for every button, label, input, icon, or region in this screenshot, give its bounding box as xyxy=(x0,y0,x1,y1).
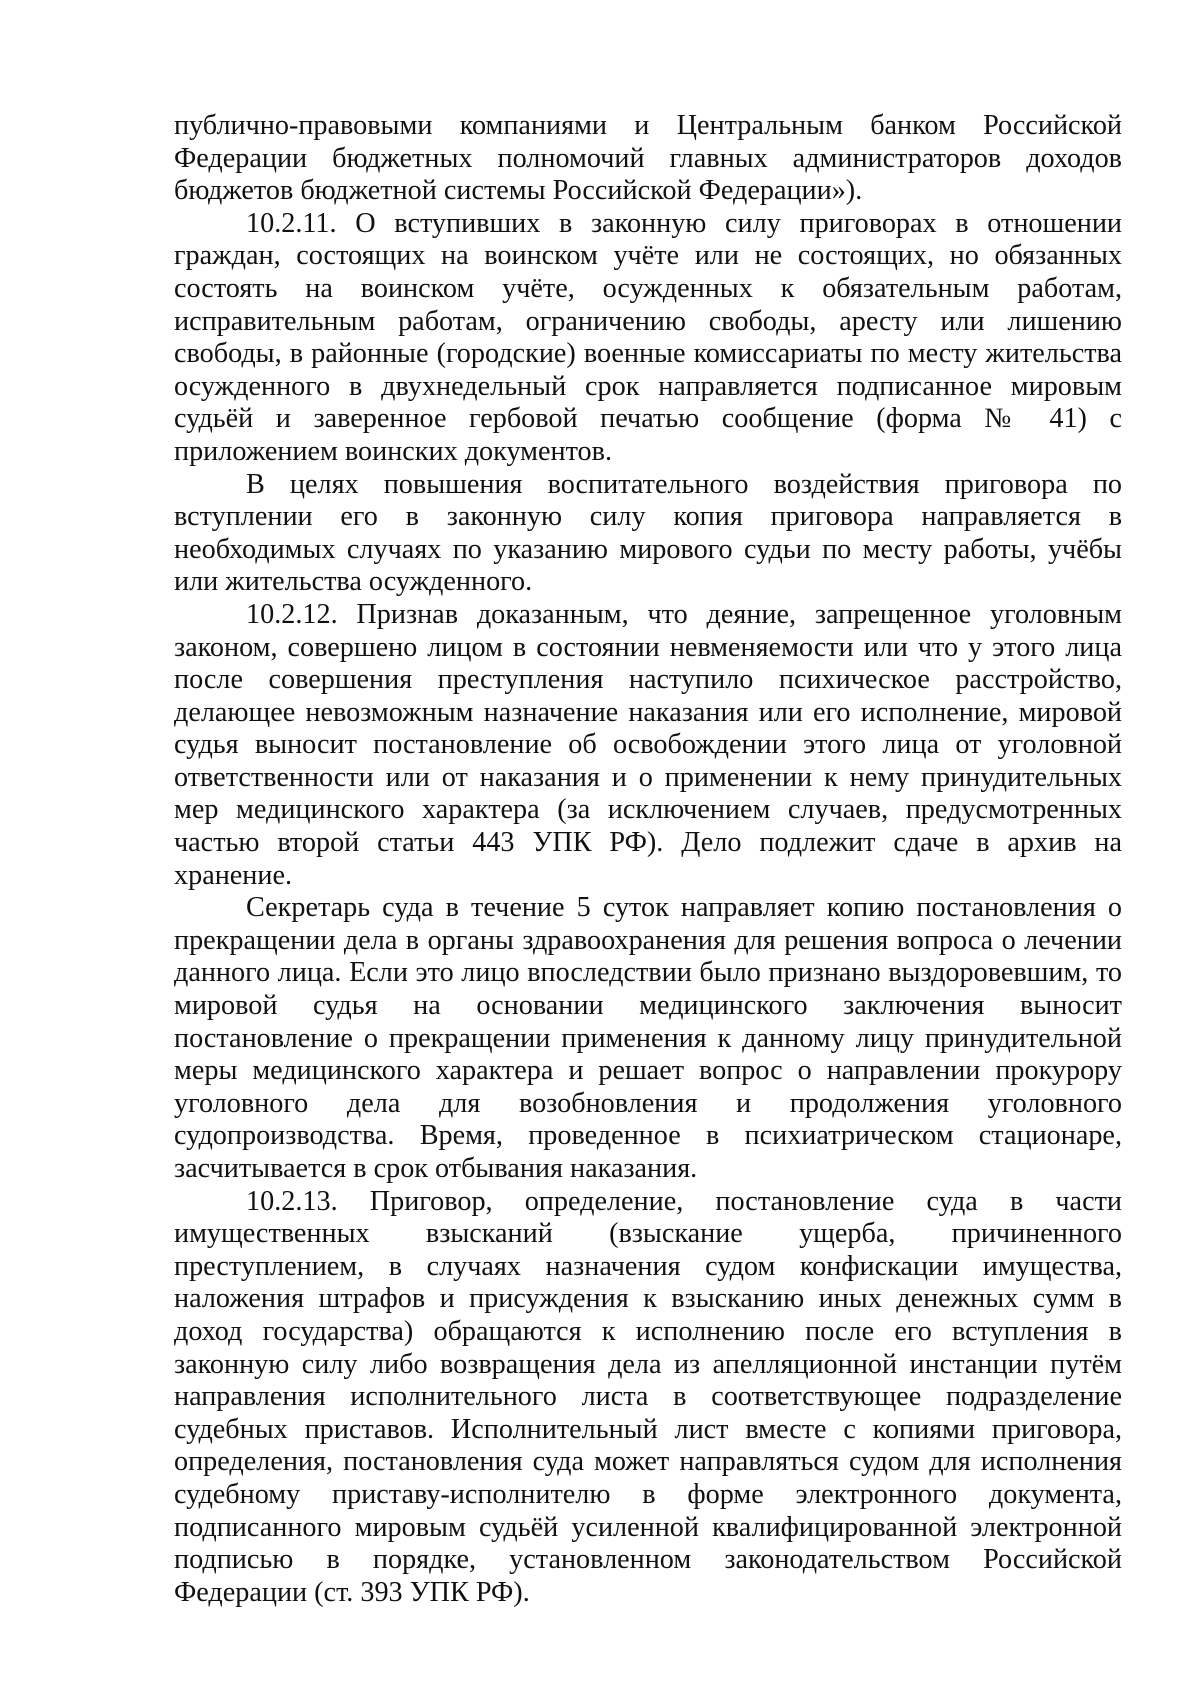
document-body xyxy=(174,110,1122,1609)
paragraph-10-2-11: 10.2.11. О вступивших в законную силу приговорах в отношении граждан, состоящих на воинском учёте или не состоящих, но обязанных состоять на воинском учёте, осужденных к обязательным работам, исправительным работам, ограничению свободы, аресту или лишению свободы, в районные (городские) военные комиссариаты по месту жительства осужденного в двухнедельный срок направляется подписанное мировым судьёй и заверенное гербовой печатью сообщение (форма № 41) с приложением воинских документов. xyxy=(174,207,1122,467)
paragraph-continuation: публично-правовыми компаниями и Центральным банком Российской Федерации бюджетных полномочий главных администраторов доходов бюджетов бюджетной системы Российской Федерации»). xyxy=(174,110,1122,207)
paragraph-10-2-13: 10.2.13. Приговор, определение, постановление суда в части имущественных взысканий (взыскание ущерба, причиненного преступлением, в случаях назначения судом конфискации имущества, наложения штрафов и присуждения к взысканию иных денежных сумм в доход государства) обращаются к исполнению после его вступления в законную силу либо возвращения дела из апелляционной инстанции путём направления исполнительного листа в соответствующее подразделение судебных приставов. Исполнительный лист вместе с копиями приговора, определения, постановления суда может направляться судом для исполнения судебному приставу-исполнителю в форме электронного документа, подписанного мировым судьёй усиленной квалифицированной электронной подписью в порядке, установленном законодательством Российской Федерации (ст. 393 УПК РФ). xyxy=(174,1185,1122,1608)
paragraph-upbringing-effect: В целях повышения воспитательного воздействия приговора по вступлении его в законную силу копия приговора направляется в необходимых случаях по указанию мирового судьи по месту работы, учёбы или жительства осужденного. xyxy=(174,468,1122,598)
paragraph-10-2-12: 10.2.12. Признав доказанным, что деяние, запрещенное уголовным законом, совершено лицом в состоянии невменяемости или что у этого лица после совершения преступления наступило психическое расстройство, делающее невозможным назначение наказания или его исполнение, мировой судья выносит постановление об освобождении этого лица от уголовной ответственности или от наказания и о применении к нему принудительных мер медицинского характера (за исключением случаев, предусмотренных частью второй статьи 443 УПК РФ). Дело подлежит сдаче в архив на хранение. xyxy=(174,598,1122,891)
paragraph-court-secretary: Секретарь суда в течение 5 суток направляет копию постановления о прекращении дела в органы здравоохранения для решения вопроса о лечении данного лица. Если это лицо впоследствии было признано выздоровевшим, то мировой судья на основании медицинского заключения выносит постановление о прекращении применения к данному лицу принудительной меры медицинского характера и решает вопрос о направлении прокурору уголовного дела для возобновления и продолжения уголовного судопроизводства. Время, проведенное в психиатрическом стационаре, засчитывается в срок отбывания наказания. xyxy=(174,892,1122,1184)
